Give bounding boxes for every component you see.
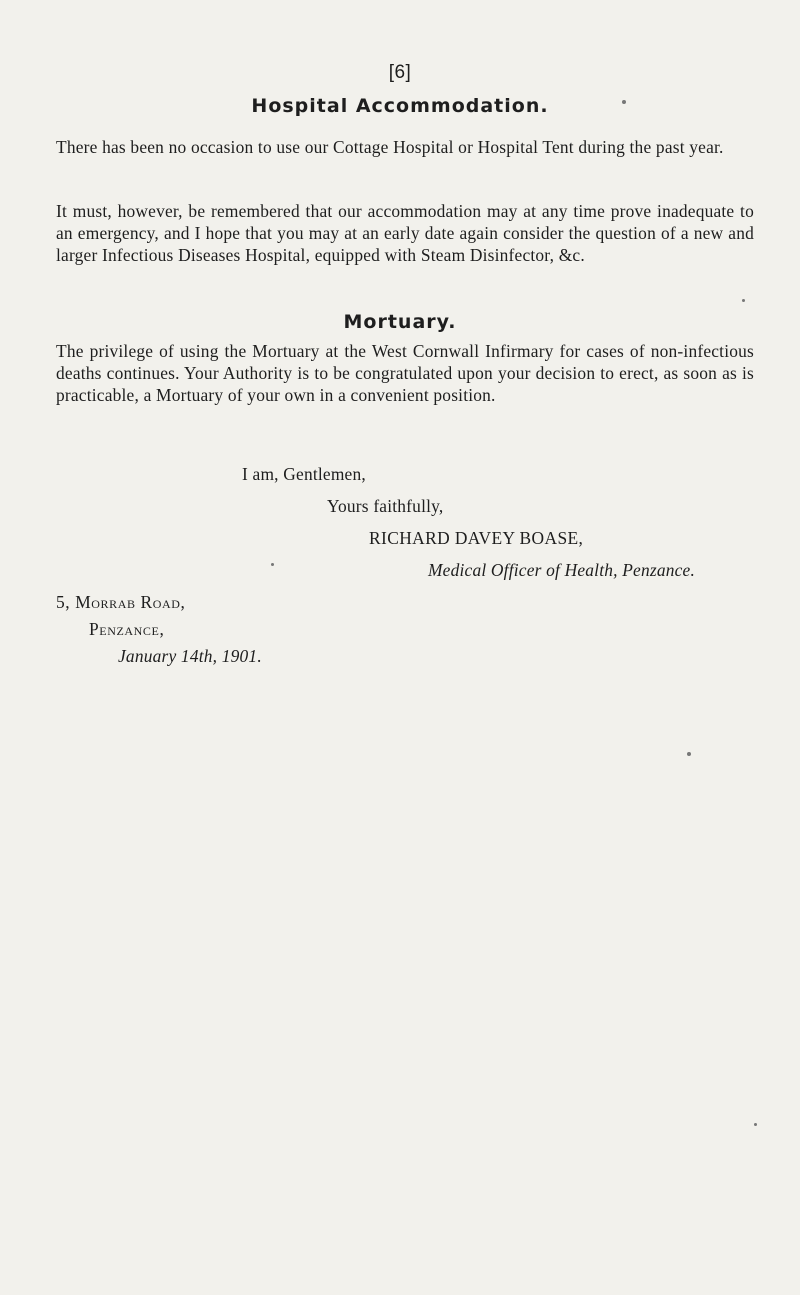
scan-speck: [622, 100, 626, 104]
section-heading-mortuary: Mortuary.: [343, 311, 457, 333]
paragraph-mortuary-1: The privilege of using the Mortuary at the West Cornwall Infirmary for cases of non-infectious deaths continues. Your Authority is to be congratulated upon your decision to erect, as soon as is practicable, a Mortuary of your own in a convenient position.: [56, 341, 754, 405]
scan-speck: [271, 563, 274, 566]
paragraph-hospital-1: There has been no occasion to use our Cottage Hospital or Hospital Tent during the past year.: [56, 137, 724, 157]
paragraph-hospital-2: It must, however, be remembered that our accommodation may at any time prove inadequate to an emergency, and I hope that you may at an early date again consider the question of a new and larger Infectious Diseases Hospital, equipped with Steam Disinfector, &c.: [56, 201, 754, 265]
page-number: [6]: [388, 62, 412, 83]
section-heading-hospital: Hospital Accommodation.: [251, 95, 549, 117]
scan-speck: [687, 752, 691, 756]
scan-speck: [754, 1123, 757, 1126]
address-line-1: 5, Morrab Road,: [56, 592, 186, 612]
scan-speck: [742, 299, 745, 302]
signatory-title: Medical Officer of Health, Penzance.: [428, 560, 696, 580]
address-line-2: Penzance,: [89, 619, 165, 639]
signatory-name: RICHARD DAVEY BOASE,: [369, 528, 584, 548]
letter-date: January 14th, 1901.: [118, 646, 262, 666]
letter-closing: I am, Gentlemen,: [242, 464, 366, 484]
letter-valediction: Yours faithfully,: [327, 496, 444, 516]
